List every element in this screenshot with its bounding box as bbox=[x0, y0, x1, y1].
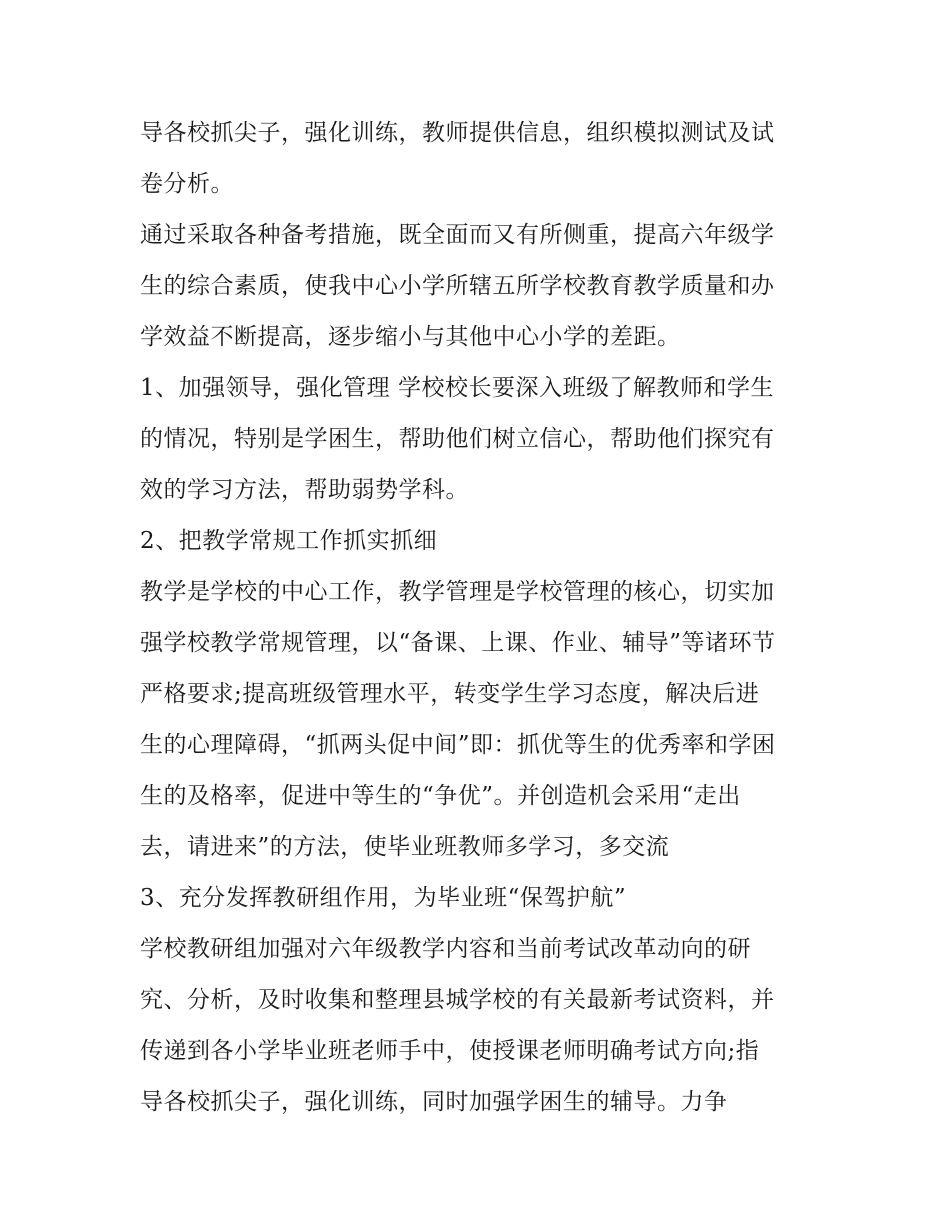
text-line-18: 究、分析，及时收集和整理县城学校的有关最新考试资料，并 bbox=[140, 987, 775, 1013]
text-line-4: 生的综合素质，使我中心小学所辖五所学校教育教学质量和办 bbox=[140, 273, 775, 299]
text-line-9: 2、把教学常规工作抓实抓细 bbox=[140, 528, 438, 554]
text-line-15: 去，请进来”的方法，使毕业班教师多学习，多交流 bbox=[140, 834, 670, 860]
text-line-14: 生的及格率，促进中等生的“争优”。并创造机会采用“走出 bbox=[140, 783, 741, 809]
text-line-1: 导各校抓尖子，强化训练，教师提供信息，组织模拟测试及试 bbox=[140, 120, 775, 146]
text-line-3: 通过采取各种备考措施，既全面而又有所侧重，提高六年级学 bbox=[140, 222, 775, 248]
text-line-5: 学效益不断提高，逐步缩小与其他中心小学的差距。 bbox=[140, 324, 681, 350]
text-line-19: 传递到各小学毕业班老师手中，使授课老师明确考试方向;指 bbox=[140, 1038, 760, 1064]
text-line-8: 效的学习方法，帮助弱势学科。 bbox=[140, 477, 469, 503]
text-line-10: 教学是学校的中心工作，教学管理是学校管理的核心，切实加 bbox=[140, 579, 775, 605]
text-line-17: 学校教研组加强对六年级教学内容和当前考试改革动向的研 bbox=[140, 936, 751, 962]
document-body bbox=[140, 108, 820, 1128]
text-line-13: 生的心理障碍，“抓两头促中间”即：抓优等生的优秀率和学困 bbox=[140, 732, 776, 758]
text-line-12: 严格要求;提高班级管理水平，转变学生学习态度，解决后进 bbox=[140, 681, 760, 707]
text-line-11: 强学校教学常规管理，以“备课、上课、作业、辅导”等诸环节 bbox=[140, 630, 776, 656]
text-line-20: 导各校抓尖子，强化训练，同时加强学困生的辅导。力争 bbox=[140, 1089, 728, 1115]
text-line-2: 卷分析。 bbox=[140, 171, 234, 197]
text-line-6: 1、加强领导，强化管理 学校校长要深入班级了解教师和学生 bbox=[140, 375, 774, 401]
text-line-16: 3、充分发挥教研组作用，为毕业班“保驾护航” bbox=[140, 885, 627, 911]
text-line-7: 的情况，特别是学困生，帮助他们树立信心，帮助他们探究有 bbox=[140, 426, 775, 452]
